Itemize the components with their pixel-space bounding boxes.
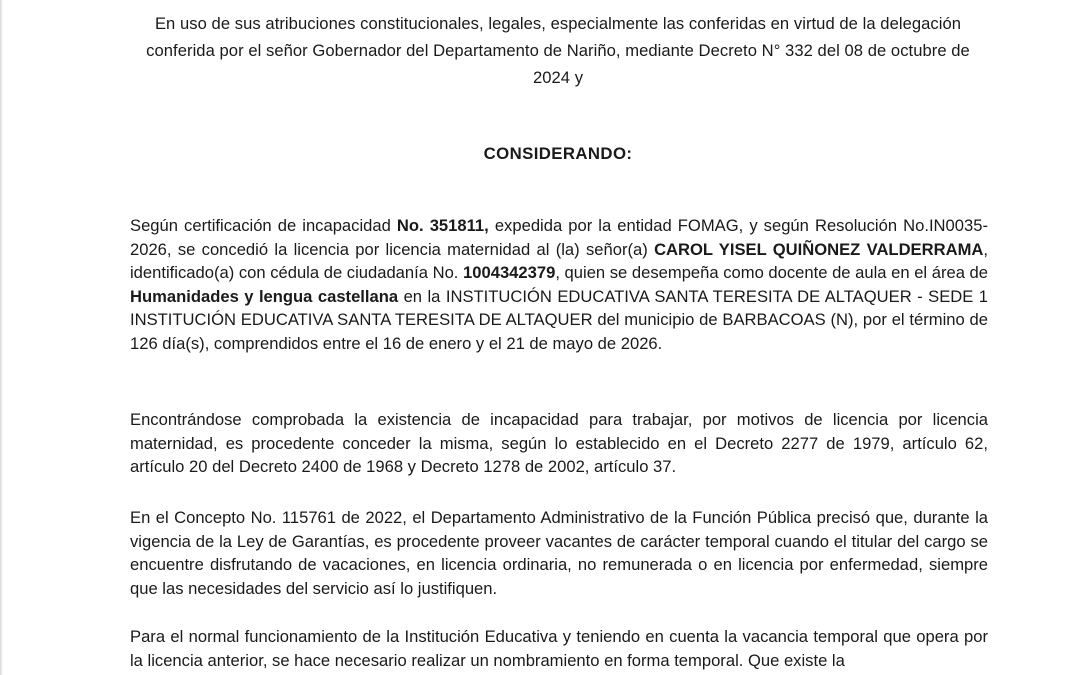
area-name: Humanidades y lengua castellana bbox=[130, 286, 399, 306]
paragraph1-text-5: en la INSTITUCIÓN EDUCATIVA SANTA TERESITA DE ALTAQUER - SEDE 1 INSTITUCIÓN EDUCATIVA SANTA TERESITA DE ALTAQUER del municipio de BARBACOAS (N), por el término de 126 día(s), comprendidos entre el 16 de enero y el 21 de mayo de 2026. bbox=[130, 286, 988, 353]
paragraph-certificacion bbox=[130, 214, 988, 356]
scan-edge bbox=[0, 0, 3, 675]
paragraph1-text-2: expedida por la entidad FOMAG, y según Resolución No.IN0035-2026, se concedió la licencia por licencia maternidad al (la) señor(a) bbox=[130, 216, 988, 259]
cedula-number: 1004342379 bbox=[463, 263, 556, 283]
certificacion-number: No. 351811, bbox=[396, 216, 489, 235]
paragraph1-text-4: , quien se desempeña como docente de aula en el área de bbox=[555, 263, 988, 283]
docente-name: CAROL YISEL QUIÑONEZ VALDERRAMA bbox=[654, 239, 984, 259]
intro-paragraph: En uso de sus atribuciones constitucionales, legales, especialmente las conferidas en virtud de la delegación conferida por el señor Gobernador del Departamento de Nariño, mediante Decreto N° 332 del 08 de octubre de 2024 y bbox=[146, 14, 970, 87]
paragraph-concepto: En el Concepto No. 115761 de 2022, el Departamento Administrativo de la Función Pública precisó que, durante la vigencia de la Ley de Garantías, es procedente proveer vacantes de carácter temporal cuando el titular del cargo se encuentre disfrutando de vacaciones, en licencia ordinaria, no remunerada o en licencia por enfermedad, siempre que las necesidades del servicio así lo justifiquen. bbox=[130, 508, 988, 598]
considerando-heading: CONSIDERANDO: bbox=[483, 144, 633, 163]
paragraph1-text-1: Según certificación de incapacidad bbox=[130, 216, 397, 235]
paragraph-funcionamiento: Para el normal funcionamiento de la Institución Educativa y teniendo en cuenta la vacancia temporal que opera por la licencia anterior, se hace necesario realizar un nombramiento en forma temporal. Que existe la bbox=[130, 627, 988, 670]
paragraph1-text-3: , identificado(a) con cédula de ciudadanía No. bbox=[130, 239, 988, 283]
paragraph-incapacidad: Encontrándose comprobada la existencia de incapacidad para trabajar, por motivos de licencia por licencia maternidad, es procedente conceder la misma, según lo establecido en el Decreto 2277 de 1979, artículo 62, artículo 20 del Decreto 2400 de 1968 y Decreto 1278 de 2002, artículo 37. bbox=[130, 410, 988, 477]
